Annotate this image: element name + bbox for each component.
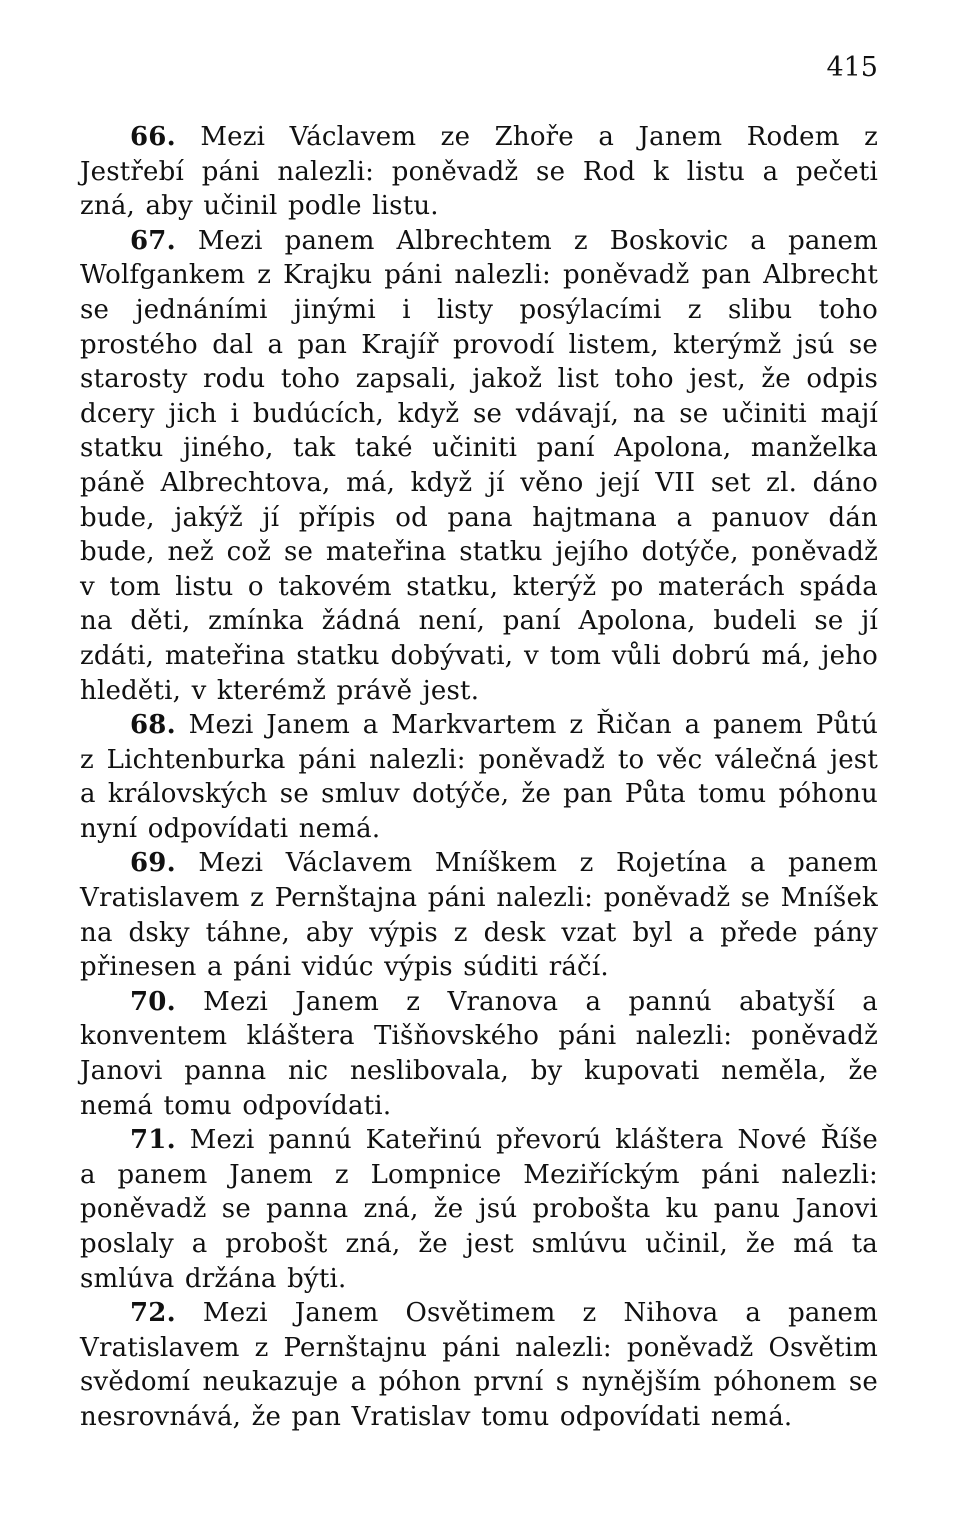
paragraph-70 (80, 985, 878, 1123)
paragraph-number: 66. (130, 122, 176, 152)
paragraph-text: Mezi pannú Kateřinú převorú kláštera Nové Říše a panem Janem z Lompnice Meziříckým páni nalezli: poněvadž se panna zná, že jsú probošta ku panu Janovi poslaly a probošt zná, že jest smlúvu učinil, že má ta smlúva držána býti. (80, 1125, 878, 1294)
paragraph-69 (80, 846, 878, 984)
paragraph-text: Mezi Janem a Markvartem z Řičan a panem Půtú z Lichtenburka páni nalezli: poněvadž to věc válečná jest a královských se smluv dotýče, že pan Půta tomu póhonu nyní odpovídati nemá. (80, 710, 879, 844)
paragraph-number: 67. (130, 225, 176, 256)
paragraph-text: Mezi Václavem ze Zhoře a Janem Rodem z Jestřebí páni nalezli: poněvadž se Rod k listu a pečeti zná, aby učinil podle listu. (80, 122, 878, 222)
paragraph-text: Mezi Janem z Vranova a pannú abatyší a konventem kláštera Tišňovského páni nalezli: poněvadž Janovi panna nic neslibovala, by kupovati neměla, že nemá tomu odpovídati. (80, 986, 879, 1121)
paragraph-number: 71. (130, 1125, 176, 1156)
paragraph-text: Mezi Václavem Mníškem z Rojetína a panem Vratislavem z Pernštajna páni nalezli: poněvadž se Mníšek na dsky táhne, aby výpis z desk vzat byl a přede pány přinesen a páni vidúc výpis súditi ráčí. (80, 848, 878, 983)
paragraph-72 (80, 1296, 878, 1434)
paragraph-number: 70. (130, 986, 176, 1017)
paragraph-68 (80, 708, 878, 846)
paragraph-number: 69. (130, 848, 176, 879)
paragraph-71 (80, 1123, 878, 1296)
paragraph-text: Mezi Janem Osvětimem z Nihova a panem Vratislavem z Pernštajnu páni nalezli: poněvadž Osvětim svědomí neukazuje a póhon první s nynějším póhonem se nesrovnává, že pan Vratislav tomu odpovídati nemá. (80, 1298, 879, 1432)
page-body (80, 120, 878, 1435)
page-number: 415 (826, 52, 878, 83)
paragraph-67 (80, 224, 878, 708)
paragraph-number: 72. (130, 1298, 176, 1329)
paragraph-66 (80, 120, 878, 224)
paragraph-text: Mezi panem Albrechtem z Boskovic a panem Wolfgankem z Krajku páni nalezli: poněvadž pan Albrecht se jednáními jinými i listy posýlacími z slibu toho prostého dal a pan Krajíř provodí listem, kterýmž jsú se starosty rodu toho zapsali, jakož list toho jest, že odpis dcery jich i budúcích, když se vdávají, na se učiniti mají statku jiného, tak také učiniti paní Apolona, manželka páně Albrechtova, má, když jí věno její VII set zl. dáno bude, jakýž jí přípis od pana hajtmana a panuov dán bude, než což se mateřina statku jejího dotýče, poněvadž v tom listu o takovém statku, kterýž po materách spáda na děti, zmínka žádná není, paní Apolona, budeli se jí zdáti, mateřina statku dobývati, v tom vůli dobrú má, jeho hleděti, v kterémž právě jest. (80, 225, 879, 706)
paragraph-number: 68. (130, 710, 176, 741)
